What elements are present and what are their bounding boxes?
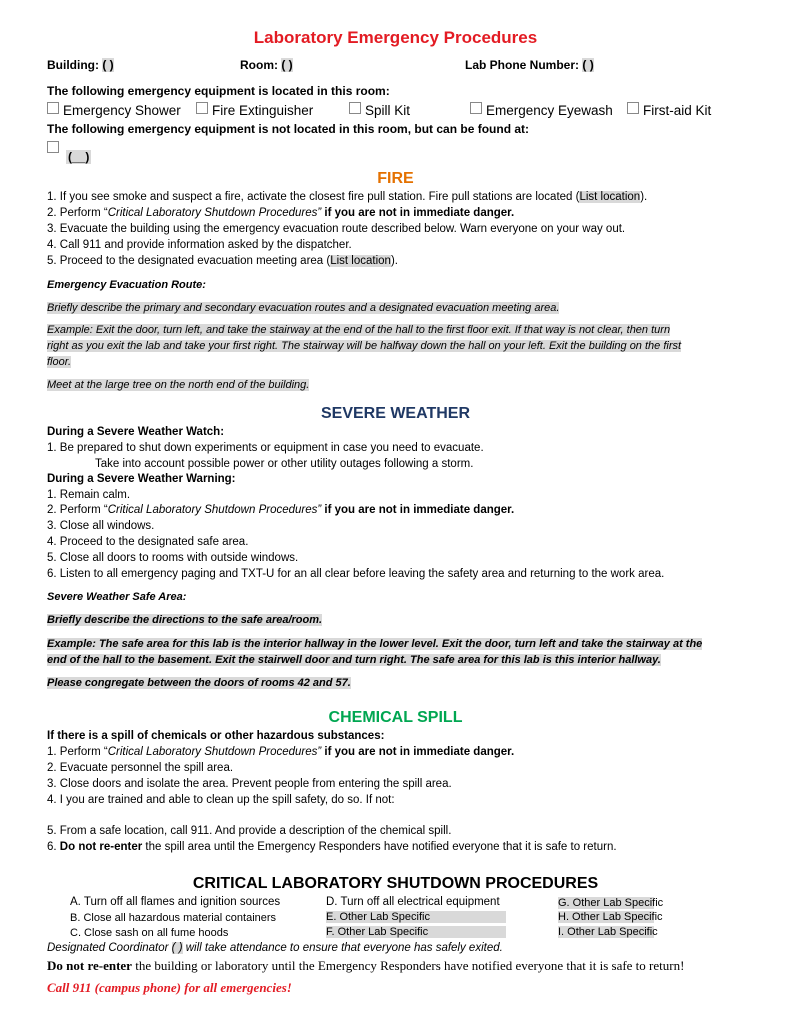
safe-area-description[interactable]: Briefly describe the directions to the safe area/room. (47, 614, 323, 626)
critical-shutdown-heading: CRITICAL LABORATORY SHUTDOWN PROCEDURES (192, 875, 599, 892)
evacuation-route-description[interactable]: Briefly describe the primary and secondary evacuation routes and a designated evacuation meeting area. (47, 302, 560, 314)
equipment-not-located-heading: The following emergency equipment is not located in this room, but can be found at: (47, 122, 530, 136)
shutdown-item-e[interactable]: E. Other Lab Specific (326, 911, 506, 923)
phone-field (465, 58, 594, 72)
spill-intro: If there is a spill of chemicals or other hazardous substances: (47, 730, 385, 742)
weather-warning-step-1: 1. Remain calm. (47, 489, 131, 501)
fire-step-4: 4. Call 911 and provide information asked by the dispatcher. (47, 239, 352, 251)
safe-area-example-line-1[interactable]: Example: The safe area for this lab is the interior hallway in the lower level. Exit the door, turn left and take the stairway at the (47, 638, 703, 650)
spill-step-4: 4. I you are trained and able to clean up the spill safety, do so. If not: (47, 794, 395, 806)
spill-step-6: 6. Do not re-enter the spill area until the Emergency Responders have notified everyone that it is safe to return. (47, 841, 617, 853)
shutdown-item-b: B. Close all hazardous material containers (70, 912, 277, 924)
spill-step-2: 2. Evacuate personnel the spill area. (47, 762, 234, 774)
fire-heading: FIRE (377, 170, 414, 187)
weather-warning-step-5: 5. Close all doors to rooms with outside windows. (47, 552, 299, 564)
weather-warning-step-3: 3. Close all windows. (47, 520, 155, 532)
shutdown-item-h[interactable]: H. Other Lab Specific (558, 911, 663, 923)
designated-coordinator-line: Designated Coordinator ( ) will take attendance to ensure that everyone has safely exited. (47, 942, 503, 954)
weather-warning-label: During a Severe Weather Warning: (47, 473, 236, 485)
coordinator-field[interactable]: ( ) (171, 942, 183, 954)
severe-weather-heading: SEVERE WEATHER (320, 405, 471, 422)
equipment-located-heading: The following emergency equipment is located in this room: (47, 84, 390, 98)
fire-step-1: 1. If you see smoke and suspect a fire, activate the closest fire pull station. Fire pull stations are located (List location). (47, 191, 648, 203)
room-input[interactable]: ( ) (281, 58, 293, 72)
spill-step-1: 1. Perform “Critical Laboratory Shutdown Procedures” if you are not in immediate danger. (47, 746, 515, 758)
spill-step-3: 3. Close doors and isolate the area. Prevent people from entering the spill area. (47, 778, 452, 790)
do-not-reenter-line: Do not re-enter the building or laboratory until the Emergency Responders have notified everyone that it is safe to return! (47, 958, 685, 973)
room-field (240, 58, 293, 72)
phone-label: Lab Phone Number: (465, 58, 580, 72)
checkbox-emergency-shower[interactable]: Emergency Shower (47, 102, 181, 118)
spill-step-5: 5. From a safe location, call 911. And provide a description of the chemical spill. (47, 825, 452, 837)
checkbox-icon[interactable] (47, 102, 59, 114)
checkbox-fire-extinguisher[interactable]: Fire Extinguisher (196, 102, 313, 118)
shutdown-item-f[interactable]: F. Other Lab Specific (326, 926, 506, 938)
checkbox-icon[interactable] (627, 102, 639, 114)
call-911-notice: Call 911 (campus phone) for all emergencies! (47, 980, 292, 995)
fire-step-3: 3. Evacuate the building using the emergency evacuation route described below. Warn everyone on your way out. (47, 223, 626, 235)
weather-warning-step-2: 2. Perform “Critical Laboratory Shutdown Procedures” if you are not in immediate danger. (47, 504, 515, 516)
checkbox-emergency-eyewash[interactable]: Emergency Eyewash (470, 102, 613, 118)
shutdown-item-c: C. Close sash on all fume hoods (70, 927, 229, 939)
weather-watch-label: During a Severe Weather Watch: (47, 426, 225, 438)
fire-pull-location-field[interactable]: List location (579, 191, 641, 203)
fire-step-5: 5. Proceed to the designated evacuation meeting area (List location). (47, 255, 398, 267)
weather-warning-step-4: 4. Proceed to the designated safe area. (47, 536, 249, 548)
evacuation-example-line-2[interactable]: right as you exit the lab and take your first right. The stairway will be halfway down the hall on your left. Exit the building on the first (47, 340, 682, 352)
checkbox-icon[interactable] (196, 102, 208, 114)
shutdown-item-i[interactable]: I. Other Lab Specific (558, 926, 658, 938)
meeting-location-text[interactable]: Meet at the large tree on the north end of the building. (47, 379, 310, 391)
safe-area-label: Severe Weather Safe Area: (47, 591, 187, 603)
safe-area-example-line-2[interactable]: end of the hall to the basement. Exit the stairwell door and turn right. The safe area for this lab is this interior hallway. (47, 654, 661, 666)
fire-step-2: 2. Perform “Critical Laboratory Shutdown Procedures” if you are not in immediate danger. (47, 207, 515, 219)
weather-watch-note: Take into account possible power or other utility outages following a storm. (95, 458, 474, 470)
room-label: Room: (240, 58, 278, 72)
weather-warning-step-6: 6. Listen to all emergency paging and TXT-U for an all clear before leaving the safety area and returning to the work area. (47, 568, 665, 580)
evacuation-route-label: Emergency Evacuation Route: (47, 279, 206, 291)
page-title: Laboratory Emergency Procedures (253, 28, 538, 47)
congregate-text[interactable]: Please congregate between the doors of rooms 42 and 57. (47, 677, 351, 689)
checkbox-other-location[interactable] (47, 141, 63, 157)
shutdown-item-a: A. Turn off all flames and ignition sources (70, 896, 281, 908)
weather-watch-step-1: 1. Be prepared to shut down experiments or equipment in case you need to evacuate. (47, 442, 484, 454)
building-label: Building: (47, 58, 99, 72)
phone-input[interactable]: ( ) (582, 58, 594, 72)
evacuation-example-line-3[interactable]: floor. (47, 356, 72, 368)
building-input[interactable]: ( ) (102, 58, 114, 72)
building-field (47, 58, 114, 72)
other-location-input[interactable]: (__) (68, 150, 90, 164)
checkbox-icon[interactable] (349, 102, 361, 114)
meeting-area-field[interactable]: List location (330, 255, 391, 267)
shutdown-item-d: D. Turn off all electrical equipment (326, 896, 500, 908)
checkbox-first-aid-kit[interactable]: First-aid Kit (627, 102, 711, 118)
evacuation-example-line-1[interactable]: Example: Exit the door, turn left, and take the stairway at the end of the hall to the first floor exit. If that way is not clear, then turn (47, 324, 671, 336)
shutdown-item-g[interactable]: G. Other Lab Specific (558, 897, 664, 909)
chemical-spill-heading: CHEMICAL SPILL (328, 709, 463, 726)
checkbox-icon[interactable] (470, 102, 482, 114)
checkbox-icon[interactable] (47, 141, 59, 153)
checkbox-spill-kit[interactable]: Spill Kit (349, 102, 410, 118)
